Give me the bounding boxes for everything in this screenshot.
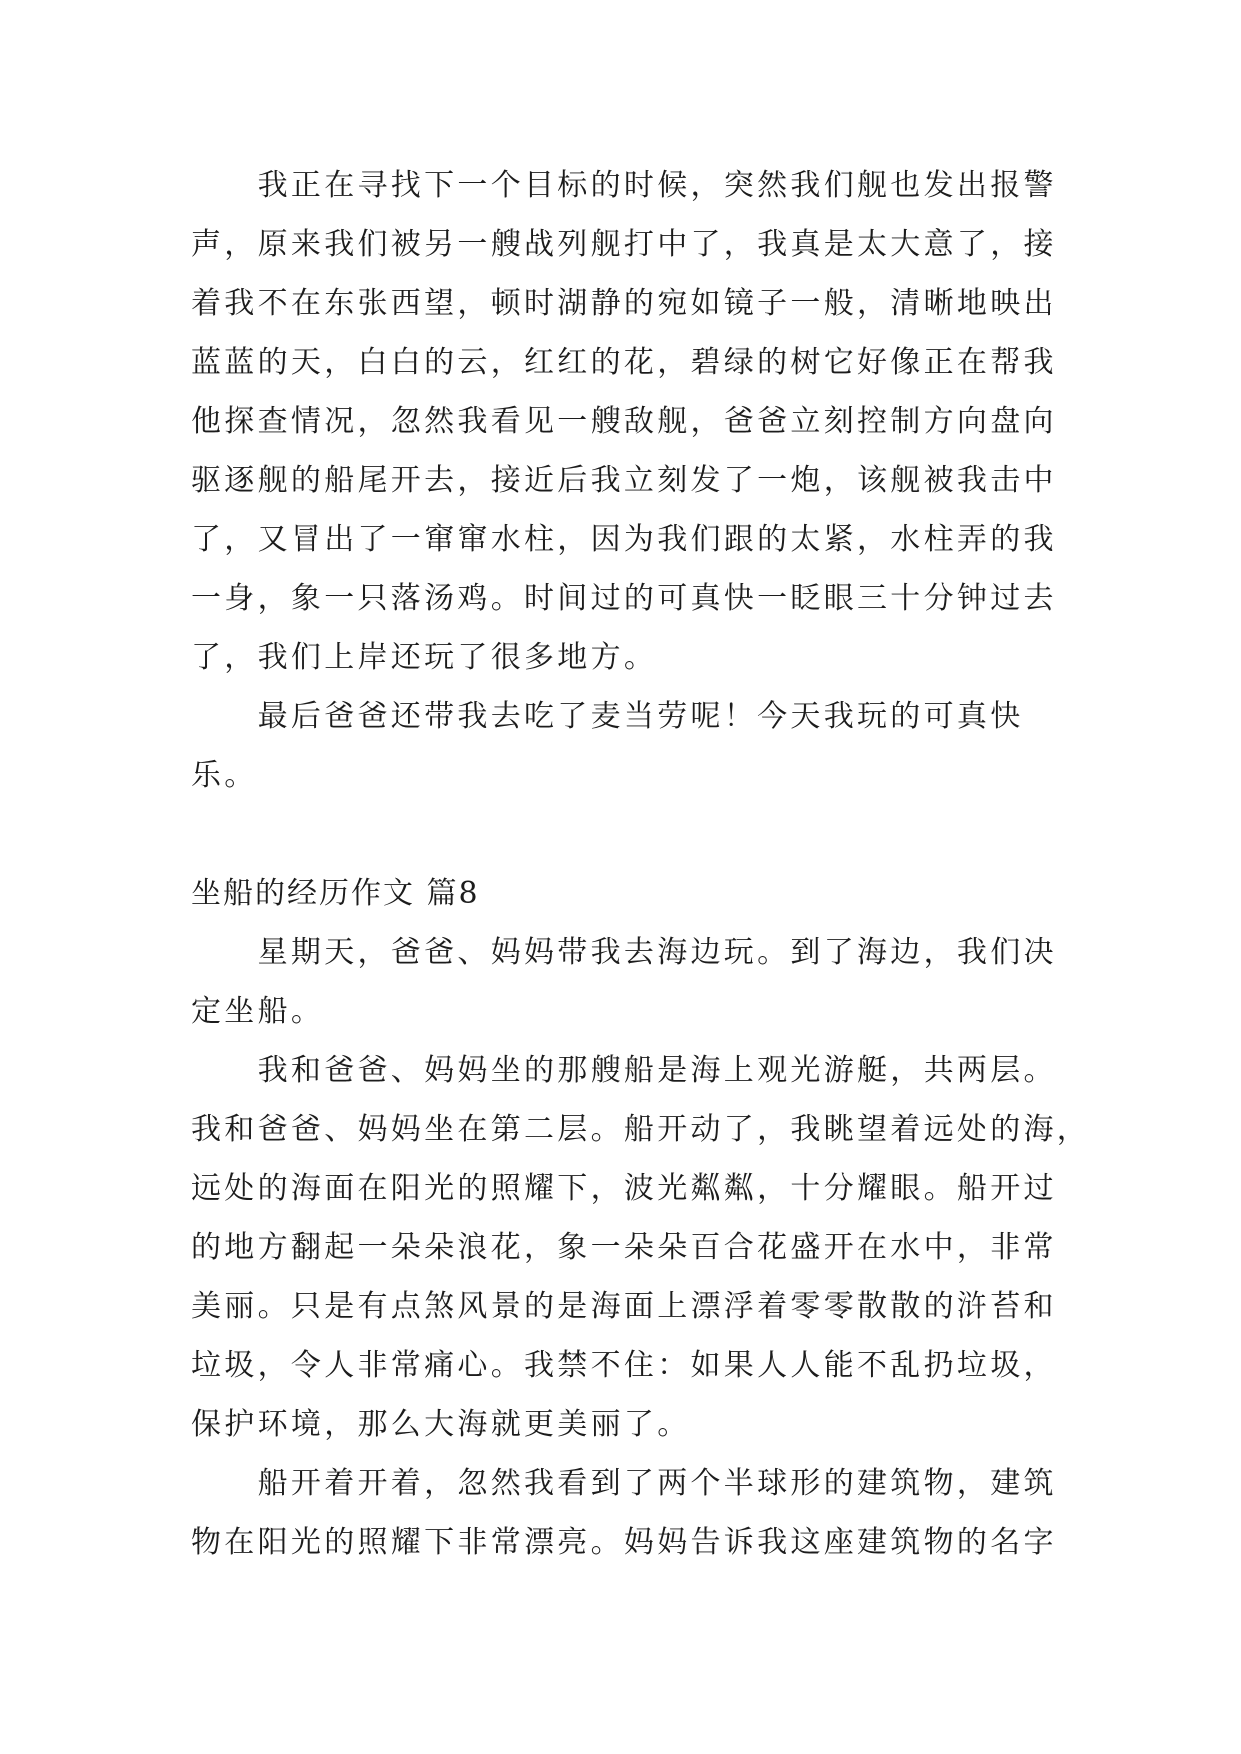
- text-line: 星期天，爸爸、妈妈带我去海边玩。到了海边，我们决: [257, 935, 1057, 970]
- text-line: 我和爸爸、妈妈坐的那艘船是海上观光游艇，共两层。: [257, 1053, 1057, 1088]
- text-line: 声，原来我们被另一艘战列舰打中了，我真是太大意了，接: [191, 227, 1057, 262]
- text-line: 他探查情况，忽然我看见一艘敌舰，爸爸立刻控制方向盘向: [191, 404, 1057, 439]
- text-line: 定坐船。: [191, 994, 325, 1029]
- paragraph: [191, 923, 1091, 1041]
- paragraph: [191, 1454, 1091, 1572]
- text-line: 美丽。只是有点煞风景的是海面上漂浮着零零散散的浒苔和: [191, 1289, 1057, 1324]
- text-line: 一身，象一只落汤鸡。时间过的可真快一眨眼三十分钟过去: [191, 581, 1057, 616]
- text-line: 远处的海面在阳光的照耀下，波光粼粼，十分耀眼。船开过: [191, 1171, 1057, 1206]
- text-line: 乐。: [191, 758, 258, 793]
- text-line: 物在阳光的照耀下非常漂亮。妈妈告诉我这座建筑物的名字: [191, 1525, 1057, 1560]
- text-line: 了，又冒出了一窜窜水柱，因为我们跟的太紧，水柱弄的我: [191, 522, 1057, 557]
- text-line: 我和爸爸、妈妈坐在第二层。船开动了，我眺望着远处的海，: [191, 1112, 1091, 1147]
- paragraph: [191, 156, 1091, 687]
- text-line: 船开着开着，忽然我看到了两个半球形的建筑物，建筑: [257, 1466, 1057, 1501]
- section-heading: 坐船的经历作文 篇8: [191, 876, 480, 911]
- paragraph: [191, 1041, 1091, 1454]
- paragraph: [191, 687, 1091, 805]
- text-line: 最后爸爸还带我去吃了麦当劳呢！今天我玩的可真快: [257, 699, 1024, 734]
- text-line: 了，我们上岸还玩了很多地方。: [191, 640, 658, 675]
- text-line: 保护环境，那么大海就更美丽了。: [191, 1407, 691, 1442]
- text-line: 驱逐舰的船尾开去，接近后我立刻发了一炮，该舰被我击中: [191, 463, 1057, 498]
- text-line: 我正在寻找下一个目标的时候，突然我们舰也发出报警: [257, 168, 1057, 203]
- text-line: 蓝蓝的天，白白的云，红红的花，碧绿的树它好像正在帮我: [191, 345, 1057, 380]
- text-line: 的地方翻起一朵朵浪花，象一朵朵百合花盛开在水中，非常: [191, 1230, 1057, 1265]
- text-line: 着我不在东张西望，顿时湖静的宛如镜子一般，清晰地映出: [191, 286, 1057, 321]
- document-page: [191, 156, 1091, 1572]
- text-line: 垃圾，令人非常痛心。我禁不住：如果人人能不乱扔垃圾，: [191, 1348, 1057, 1383]
